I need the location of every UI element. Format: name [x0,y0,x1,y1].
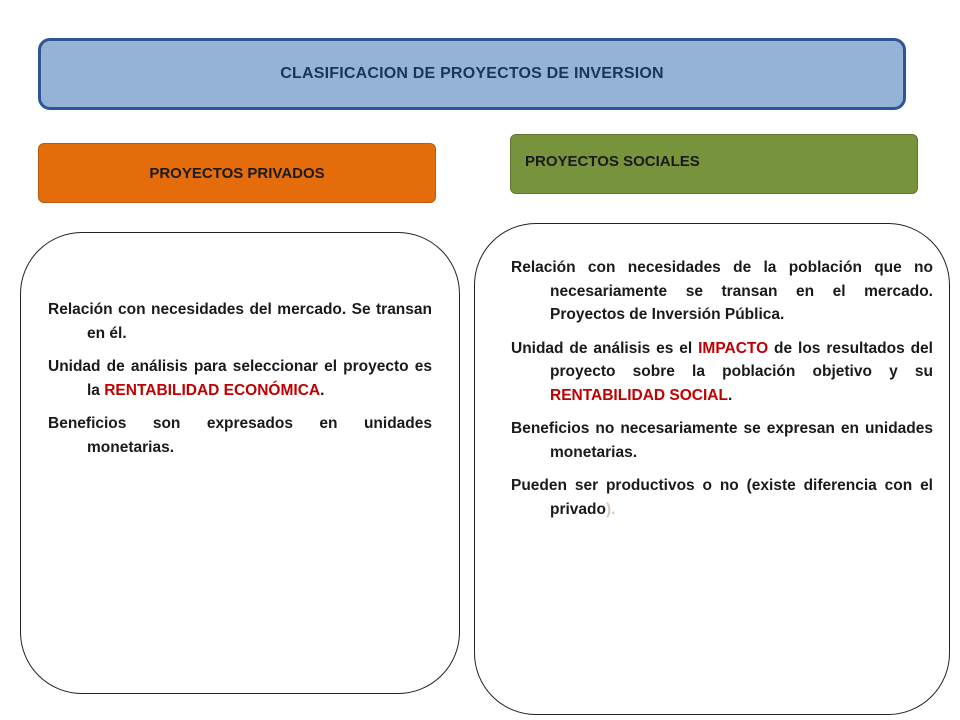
sociales-item-unidad-mid: de los resultados del proyecto sobre la población objetivo y su [550,339,933,380]
title-box [38,38,906,110]
privados-item-beneficios-text: Beneficios son expresados en unidades monetarias. [48,415,432,456]
sociales-item-productivos [511,474,933,521]
impacto-highlight: IMPACTO [698,339,769,357]
privados-header-label: PROYECTOS PRIVADOS [149,164,325,182]
sociales-list [511,256,933,531]
privados-item-unidad [48,355,432,402]
sociales-item-beneficios [511,417,933,464]
privados-item-mercado-text: Relación con necesidades del mercado. Se transan en él. [48,301,432,342]
sociales-item-beneficios-text: Beneficios no necesariamente se expresan en unidades monetarias. [511,420,933,461]
sociales-header-label: PROYECTOS SOCIALES [525,152,700,170]
privados-item-unidad-end: . [320,381,325,399]
sociales-item-productivos-text: Pueden ser productivos o no (existe diferencia con el privado [511,477,933,518]
privados-item-mercado [48,298,432,345]
rentabilidad-economica-highlight: RENTABILIDAD ECONÓMICA [104,381,321,399]
sociales-item-productivos-end: ). [605,500,616,518]
sociales-item-unidad-end: . [727,386,733,404]
privados-list [48,298,432,469]
sociales-header [510,134,918,194]
privados-item-beneficios [48,412,432,459]
sociales-item-necesidades [511,256,933,327]
rentabilidad-social-highlight: RENTABILIDAD SOCIAL [550,386,728,404]
sociales-item-unidad-text: Unidad de análisis es el [511,339,699,357]
diagram-title: CLASIFICACION DE PROYECTOS DE INVERSION [280,65,664,82]
sociales-item-unidad [511,337,933,408]
privados-item-unidad-text: Unidad de análisis para seleccionar el proyecto es la [48,358,432,399]
sociales-item-necesidades-text: Relación con necesidades de la población que no necesariamente se transan en el mercado. Proyectos de Inversión Pública. [511,259,933,323]
privados-header [38,143,436,203]
